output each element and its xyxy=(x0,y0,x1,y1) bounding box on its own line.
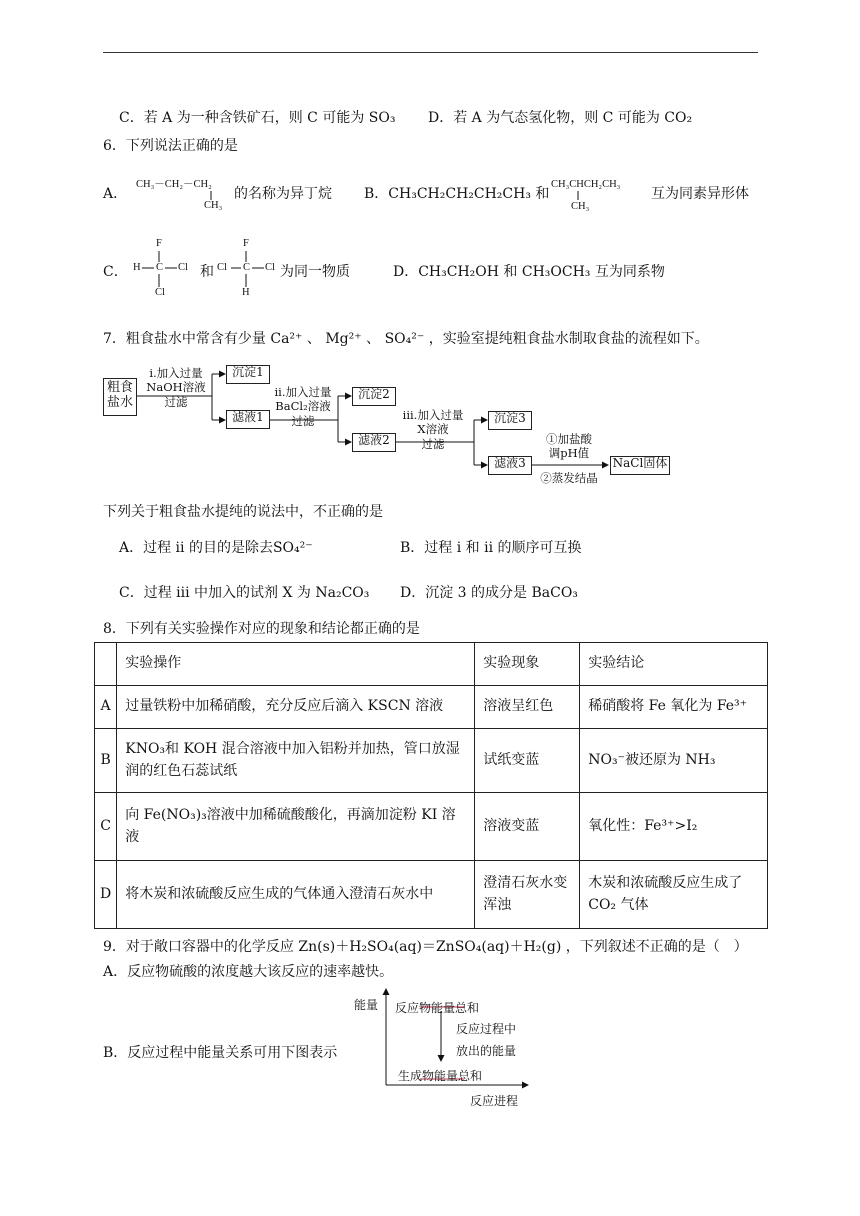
separator: 、 xyxy=(306,331,321,347)
q6-option-a-text: 的名称为异丁烷 xyxy=(234,186,332,202)
q6-option-c-text: 为同一物质 xyxy=(280,264,350,280)
q7-option-b[interactable]: B．过程 i 和 ii 的顺序可互换 xyxy=(400,540,582,556)
precipitate-2-box: 沉淀2 xyxy=(352,387,396,406)
operation-cell: 向 Fe(NO₃)₃溶液中加稀硫酸酸化，再滴加淀粉 KI 溶液 xyxy=(117,793,475,861)
q9-stem: 9．对于敞口容器中的化学反应 Zn(s)＋H₂SO₄(aq)＝ZnSO₄(aq)＋H₂(g) ，下列叙述不正确的是（ ） xyxy=(103,939,748,955)
reactant-energy-label: 反应物能量总和 xyxy=(395,1001,480,1015)
header-cell: 实验结论 xyxy=(580,643,768,686)
atom-bottom: Cl xyxy=(155,287,165,298)
step-line: BaCl₂溶液 xyxy=(275,399,331,414)
table-row xyxy=(95,793,768,861)
x-axis-label: 反应进程 xyxy=(470,1094,519,1108)
q6-option-b-suffix: 互为同素异形体 xyxy=(651,186,749,202)
atom-top: F xyxy=(243,238,249,249)
q7-option-a[interactable]: A．过程 ii 的目的是除去SO₄²⁻ xyxy=(119,540,313,556)
structure-branch: CH₃ xyxy=(571,201,590,212)
step1-label xyxy=(144,366,208,409)
step4-label-bottom: ②蒸发结晶 xyxy=(540,471,598,485)
q5-option-c[interactable]: C．若 A 为一种含铁矿石，则 C 可能为 SO₃ xyxy=(119,110,396,126)
q7-stem-post: ，实验室提纯粗食盐水制取食盐的流程如下。 xyxy=(428,331,709,347)
atom-right: Cl xyxy=(265,262,275,273)
q6-option-a-prefix[interactable]: A． xyxy=(103,186,128,202)
q7-ask: 下列关于粗食盐水提纯的说法中，不正确的是 xyxy=(103,504,383,520)
q6-option-b-text[interactable]: B．CH₃CH₂CH₂CH₂CH₃ 和 xyxy=(364,186,550,202)
conclusion-cell: 稀硝酸将 Fe 氧化为 Fe³⁺ xyxy=(580,686,768,729)
table-row xyxy=(95,861,768,929)
q8-stem: 8．下列有关实验操作对应的现象和结论都正确的是 xyxy=(103,621,420,637)
step-line: 过滤 xyxy=(421,436,445,451)
filtrate-2-box: 滤液2 xyxy=(352,433,396,452)
operation-cell: 将木炭和浓硫酸反应生成的气体通入澄清石灰水中 xyxy=(117,861,475,929)
q6-option-d[interactable]: D．CH₃CH₂OH 和 CH₃OCH₃ 互为同系物 xyxy=(393,264,665,280)
atom-left: H xyxy=(133,262,141,273)
precipitate-3-box: 沉淀3 xyxy=(488,411,532,430)
phenomenon-cell: 试纸变蓝 xyxy=(475,729,580,793)
step3-label xyxy=(396,408,470,451)
ion-calcium: Ca²⁺ xyxy=(270,331,303,347)
filtrate-1-box: 滤液1 xyxy=(226,410,270,429)
table-row xyxy=(95,729,768,793)
step-line: ii.加入过量 xyxy=(274,385,332,399)
atom-center: C xyxy=(243,262,251,273)
structure-main-chain: CH₃－CH₂－CH₂ xyxy=(136,179,212,190)
start-box-crude-brine: 粗食盐水 xyxy=(103,378,137,416)
product-box-nacl: NaCl固体 xyxy=(610,456,670,475)
header-cell: 实验现象 xyxy=(475,643,580,686)
step-line: ①加盐酸 xyxy=(546,432,592,446)
y-axis-label: 能量 xyxy=(354,998,379,1012)
experiment-table xyxy=(94,642,768,929)
header-cell: 实验操作 xyxy=(117,643,475,686)
atom-right: Cl xyxy=(178,262,188,273)
conclusion-cell: NO₃⁻被还原为 NH₃ xyxy=(580,729,768,793)
q7-option-d[interactable]: D．沉淀 3 的成分是 BaCO₃ xyxy=(400,585,578,601)
q6-option-c-prefix[interactable]: C． xyxy=(103,264,128,280)
q9-option-b[interactable]: B．反应过程中能量关系可用下图表示 xyxy=(103,1045,338,1061)
q9-option-a[interactable]: A．反应物硫酸的浓度越大该反应的速率越快。 xyxy=(103,964,394,980)
atom-center: C xyxy=(156,262,164,273)
phenomenon-cell: 溶液呈红色 xyxy=(475,686,580,729)
step2-label xyxy=(270,385,336,428)
step-line: 过滤 xyxy=(164,394,188,409)
ion-sulfate: SO₄²⁻ xyxy=(384,331,425,347)
conclusion-cell: 氧化性：Fe³⁺>I₂ xyxy=(580,793,768,861)
header-cell xyxy=(95,643,117,686)
atom-top: F xyxy=(156,238,162,249)
conclusion-cell: 木炭和浓硫酸反应生成了 CO₂ 气体 xyxy=(580,861,768,929)
step-line: 过滤 xyxy=(291,413,315,428)
row-label: D xyxy=(95,861,117,929)
precipitate-1-box: 沉淀1 xyxy=(226,365,270,384)
step-line: i.加入过量 xyxy=(149,366,203,380)
operation-cell: KNO₃和 KOH 混合溶液中加入铝粉并加热，管口放湿润的红色石蕊试纸 xyxy=(117,729,475,793)
q7-stem-pre: 7．粗食盐水中常含有少量 xyxy=(103,331,266,347)
structure-branch: CH₃ xyxy=(204,200,223,211)
phenomenon-cell: 溶液变蓝 xyxy=(475,793,580,861)
row-label: A xyxy=(95,686,117,729)
atom-bottom: H xyxy=(242,287,250,298)
q6-option-c-and: 和 xyxy=(200,264,214,280)
row-label: B xyxy=(95,729,117,793)
separator: 、 xyxy=(366,331,381,347)
q5-option-d[interactable]: D．若 A 为气态氢化物，则 C 可能为 CO₂ xyxy=(428,110,693,126)
released-energy-label-2: 放出的能量 xyxy=(456,1044,517,1058)
step4-label-top xyxy=(533,432,605,461)
row-label: C xyxy=(95,793,117,861)
table-header-row xyxy=(95,643,768,686)
atom-left: Cl xyxy=(217,262,227,273)
step-line: iii.加入过量 xyxy=(402,408,464,422)
step-line: NaOH溶液 xyxy=(146,380,206,395)
q6-stem: 6．下列说法正确的是 xyxy=(103,138,238,154)
table-row xyxy=(95,686,768,729)
product-energy-label: 生成物能量总和 xyxy=(398,1069,483,1083)
released-energy-label-1: 反应过程中 xyxy=(456,1022,517,1036)
structure-main-chain: CH₃CHCH₂CH₃ xyxy=(551,179,621,190)
filtrate-3-box: 滤液3 xyxy=(488,456,532,475)
step-line: X溶液 xyxy=(417,422,449,437)
step-line: 调pH值 xyxy=(548,446,590,461)
phenomenon-cell: 澄清石灰水变浑浊 xyxy=(475,861,580,929)
operation-cell: 过量铁粉中加稀硝酸，充分反应后滴入 KSCN 溶液 xyxy=(117,686,475,729)
q7-option-c[interactable]: C．过程 iii 中加入的试剂 X 为 Na₂CO₃ xyxy=(119,585,370,601)
ion-magnesium: Mg²⁺ xyxy=(325,331,362,347)
